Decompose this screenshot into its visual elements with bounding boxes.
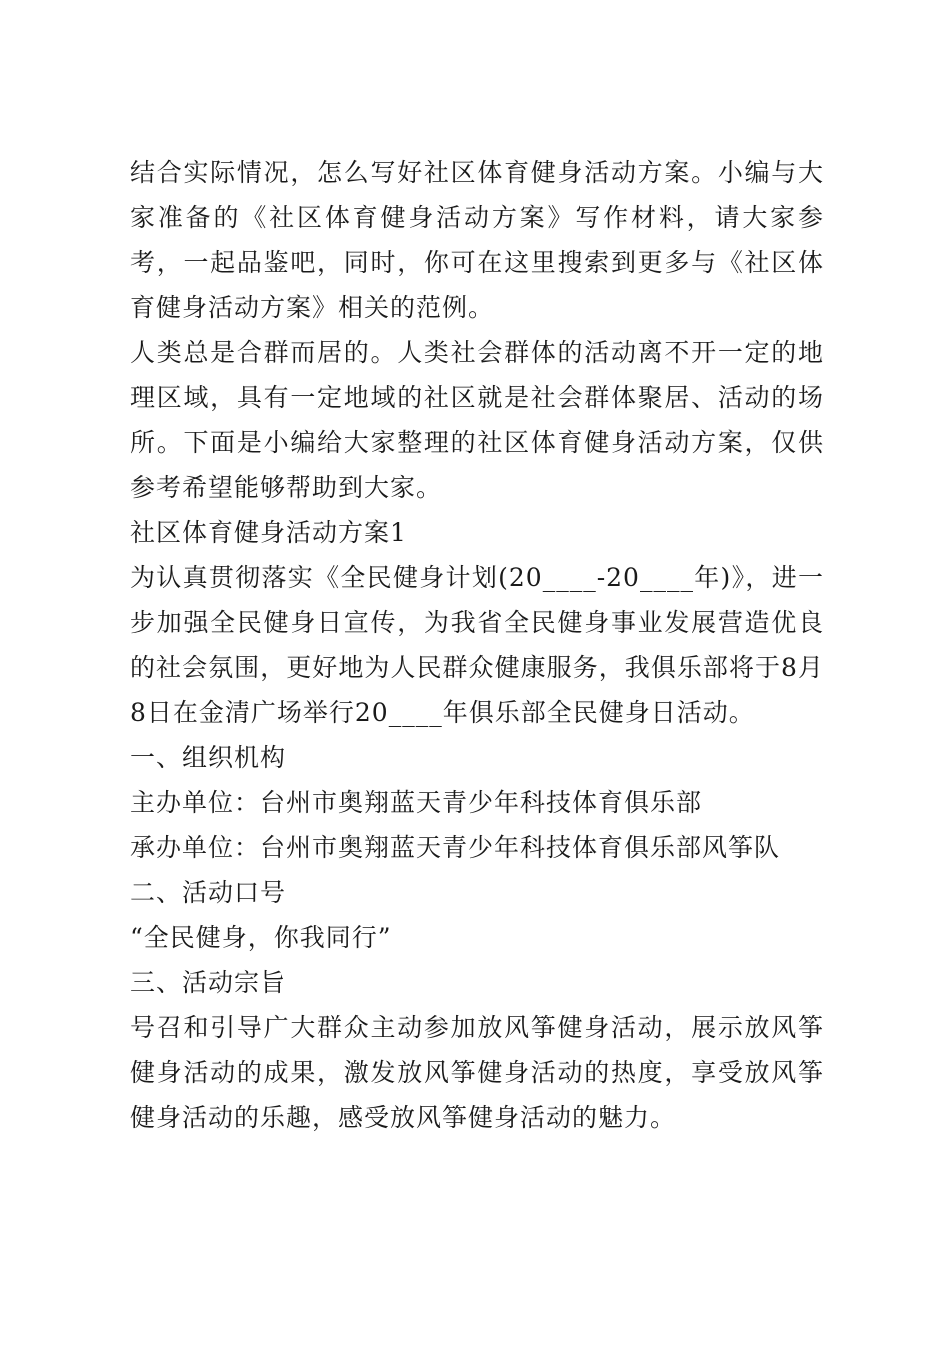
section-heading-slogan: 二、活动口号 xyxy=(130,878,287,907)
document-body xyxy=(130,150,824,1140)
plan-heading: 社区体育健身活动方案1 xyxy=(130,518,407,547)
host-unit-line: 主办单位：台州市奥翔蓝天青少年科技体育俱乐部 xyxy=(130,788,703,817)
background-paragraph: 人类总是合群而居的。人类社会群体的活动离不开一定的地理区域，具有一定地域的社区就是社会群体聚居、活动的场所。下面是小编给大家整理的社区体育健身活动方案，仅供参考希望能够帮助到大家。 xyxy=(130,338,824,502)
section-heading-organization: 一、组织机构 xyxy=(130,743,287,772)
section-heading-purpose: 三、活动宗旨 xyxy=(130,968,287,997)
intro-paragraph: 结合实际情况，怎么写好社区体育健身活动方案。小编与大家准备的《社区体育健身活动方案》写作材料，请大家参考，一起品鉴吧，同时，你可在这里搜索到更多与《社区体育健身活动方案》相关的范例。 xyxy=(130,158,824,322)
plan-purpose-paragraph: 为认真贯彻落实《全民健身计划(20____-20____年)》，进一步加强全民健身日宣传，为我省全民健身事业发展营造优良的社会氛围，更好地为人民群众健康服务，我俱乐部将于8月8日在金清广场举行20____年俱乐部全民健身日活动。 xyxy=(130,563,824,727)
purpose-paragraph: 号召和引导广大群众主动参加放风筝健身活动，展示放风筝健身活动的成果，激发放风筝健身活动的热度，享受放风筝健身活动的乐趣，感受放风筝健身活动的魅力。 xyxy=(130,1013,824,1132)
slogan-line: “全民健身，你我同行” xyxy=(130,923,392,952)
organizer-unit-line: 承办单位：台州市奥翔蓝天青少年科技体育俱乐部风筝队 xyxy=(130,833,781,862)
